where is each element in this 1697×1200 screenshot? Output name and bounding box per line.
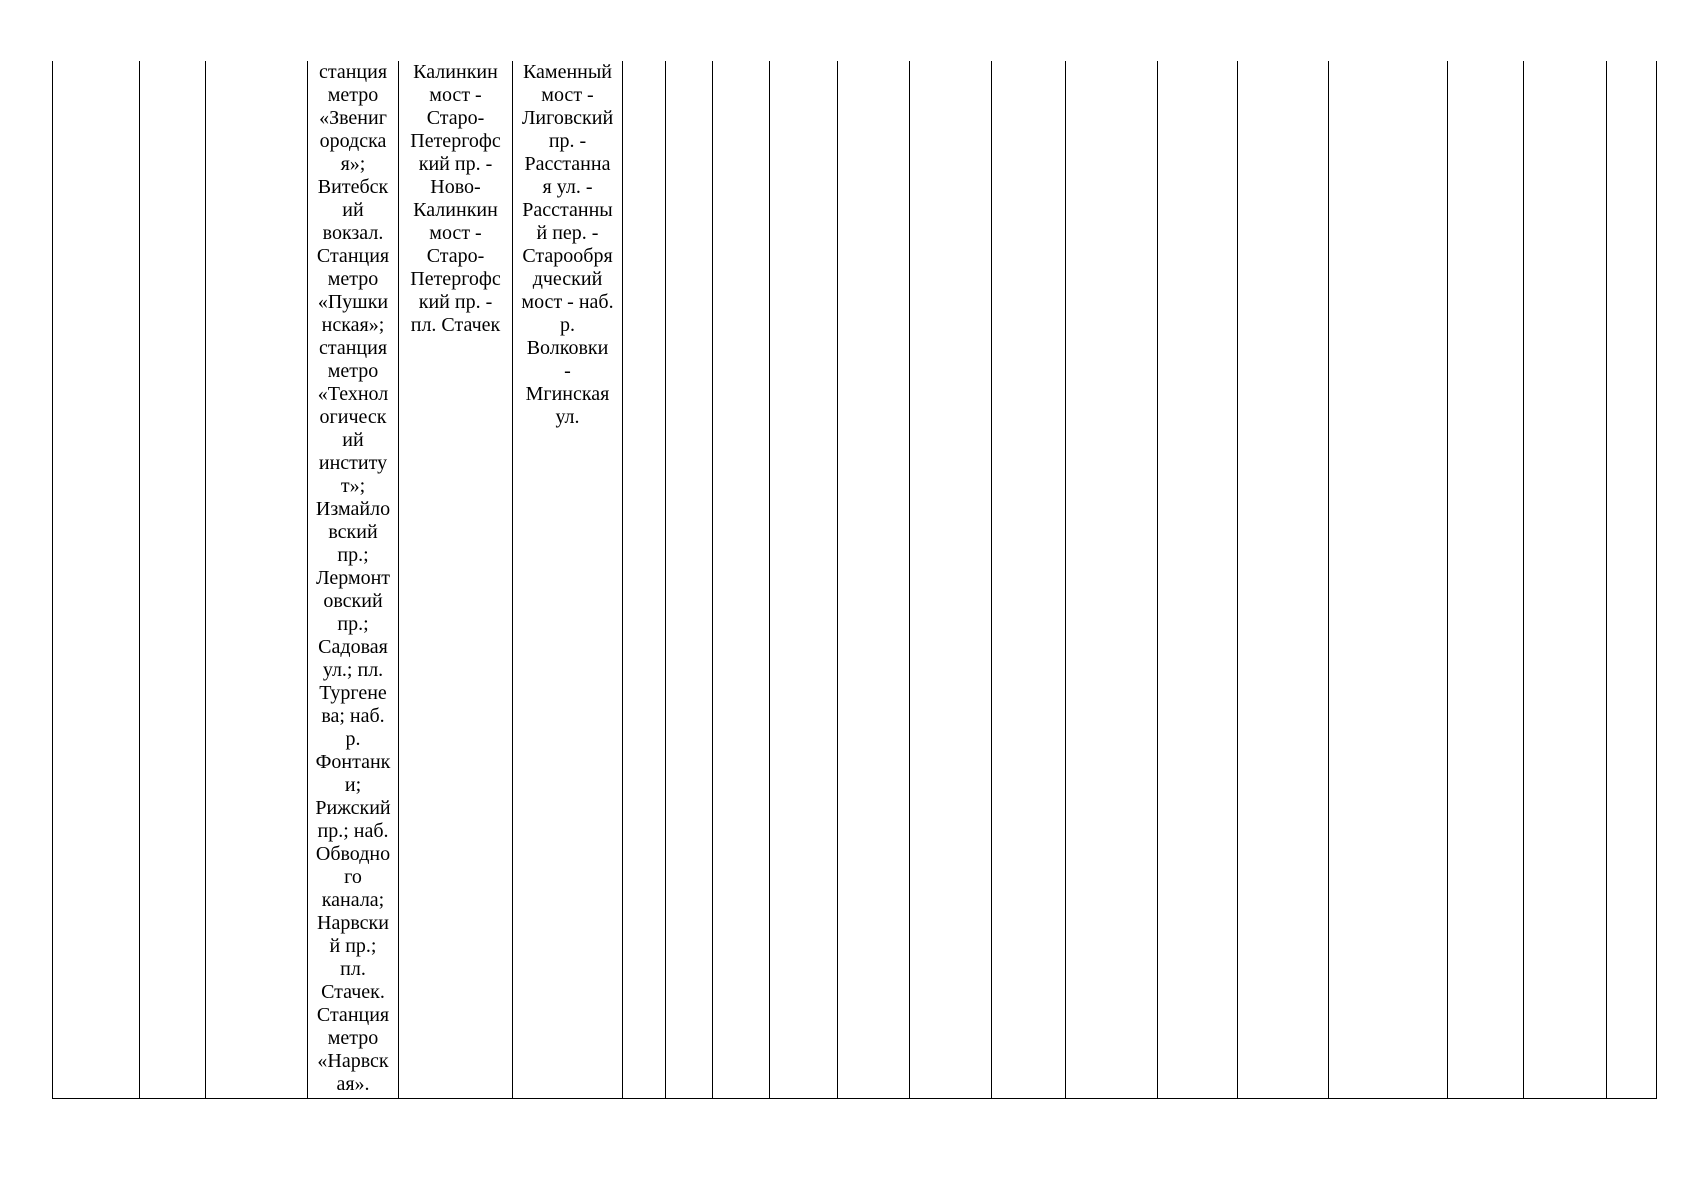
cell-text-line: «Пушки (317, 291, 389, 313)
cell-text-line: - (564, 360, 571, 382)
table-cell-18 (1448, 61, 1524, 1099)
cell-text-line: вский (328, 521, 378, 543)
cell-text-line: метро (327, 84, 379, 106)
cell-text-line: ий (342, 199, 364, 221)
cell-text-line: пр. - (548, 130, 587, 152)
table-cell-9 (713, 61, 770, 1099)
cell-text-line: й пр.; (329, 935, 377, 957)
table-cell-2 (140, 61, 206, 1099)
cell-text-line: ул.; пл. (322, 659, 384, 681)
cell-text-line: дческий (532, 268, 603, 290)
cell-text-line: мост - (429, 84, 482, 106)
cell-text-line: Петергофс (410, 268, 501, 290)
cell-text-line: пл. (340, 958, 366, 980)
cell-text-line: кий пр. - (418, 291, 493, 313)
cell-text-line: Каменный (522, 61, 613, 83)
cell-text-line: пл. Стачек (410, 314, 501, 336)
cell-text-line: Старо- (426, 245, 485, 267)
cell-text-line: Расстанна (524, 153, 611, 175)
cell-text-line: р. (345, 728, 361, 750)
cell-text-line: Станция (316, 245, 390, 267)
cell-text-line: Нарвски (317, 912, 389, 934)
cell-text-line: «Технол (317, 383, 389, 405)
cell-text-line: пр.; (337, 613, 369, 635)
cell-text-line: станция (318, 337, 388, 359)
cell-text-line: Стачек. (321, 981, 385, 1003)
cell-text-line: т»; (340, 475, 366, 497)
table-cell-14 (1066, 61, 1158, 1099)
cell-text-line: метро (327, 268, 379, 290)
cell-text-line: нская»; (321, 314, 385, 336)
cell-text-line: институ (318, 452, 388, 474)
table-cell-19 (1524, 61, 1607, 1099)
cell-text-line: станция (318, 61, 388, 83)
cell-text-line: Станция (316, 1004, 390, 1026)
cell-text-line: вокзал. (322, 222, 384, 244)
cell-text-line: Расстанны (522, 199, 613, 221)
cell-text-line: пр.; (337, 544, 369, 566)
cell-text-line: и; (344, 774, 362, 796)
cell-text-line: «Нарвск (317, 1050, 389, 1072)
cell-text-line: Тургене (319, 682, 387, 704)
cell-text-line: ая». (336, 1073, 370, 1095)
cell-text-line: р. (560, 314, 575, 336)
cell-text-line: Лиговский (521, 107, 614, 129)
table-cell-12 (910, 61, 992, 1099)
cell-text-line: мост - (541, 84, 594, 106)
cell-text-line: ий (342, 429, 364, 451)
cell-text-line: Мгинская (525, 383, 610, 405)
cell-text-line: мост - (429, 222, 482, 244)
cell-text-line: Измайло (315, 498, 391, 520)
cell-text-line: канала; (321, 889, 385, 911)
cell-text-line: ва; наб. (321, 705, 385, 727)
cell-text-line: ул. (555, 406, 580, 428)
cell-text-line: Лермонт (315, 567, 391, 589)
table-cell-3 (206, 61, 308, 1099)
cell-text-line: Фонтанк (315, 751, 391, 773)
table-cell-11 (838, 61, 910, 1099)
cell-text-line: Петергофс (410, 130, 501, 152)
table-row (53, 61, 1657, 1099)
table-cell-15 (1158, 61, 1238, 1099)
cell-text-line: метро (327, 1027, 379, 1049)
document-table (52, 61, 1657, 1099)
cell-text-line: Калинкин (413, 199, 498, 221)
cell-text-line: огическ (319, 406, 387, 428)
table-cell-route-kamenny (513, 61, 623, 1099)
cell-text-line: овский (323, 590, 383, 612)
cell-text-line: я ул. - (542, 176, 593, 198)
cell-text-line: кий пр. - (418, 153, 493, 175)
cell-text-line: го (344, 866, 362, 888)
table-cell-17 (1329, 61, 1448, 1099)
cell-text-line: Обводно (315, 843, 391, 865)
cell-text-line: Ново- (430, 176, 481, 198)
table-cell-13 (992, 61, 1066, 1099)
cell-text-line: «Звениг (319, 107, 387, 129)
cell-text-line: Волковки (526, 337, 609, 359)
table-cell-1 (53, 61, 140, 1099)
cell-text-line: Рижский (315, 797, 391, 819)
cell-text-line: пр.; наб. (317, 820, 389, 842)
cell-text-line: Садовая (318, 636, 388, 658)
cell-text-line: мост - наб. (521, 291, 614, 313)
cell-text-line: метро (327, 360, 379, 382)
cell-text-line: Старо- (426, 107, 485, 129)
table-cell-10 (770, 61, 838, 1099)
table-cell-stations (308, 61, 399, 1099)
table-cell-20 (1607, 61, 1657, 1099)
cell-text-line: я»; (340, 153, 366, 175)
table-cell-route-kalinkin (399, 61, 513, 1099)
table-cell-7 (623, 61, 666, 1099)
cell-text-line: Старообря (522, 245, 613, 267)
cell-text-line: ородска (319, 130, 387, 152)
cell-text-line: Витебск (317, 176, 389, 198)
table-cell-8 (666, 61, 713, 1099)
table-cell-16 (1238, 61, 1329, 1099)
cell-text-line: й пер. - (536, 222, 599, 244)
cell-text-line: Калинкин (413, 61, 498, 83)
